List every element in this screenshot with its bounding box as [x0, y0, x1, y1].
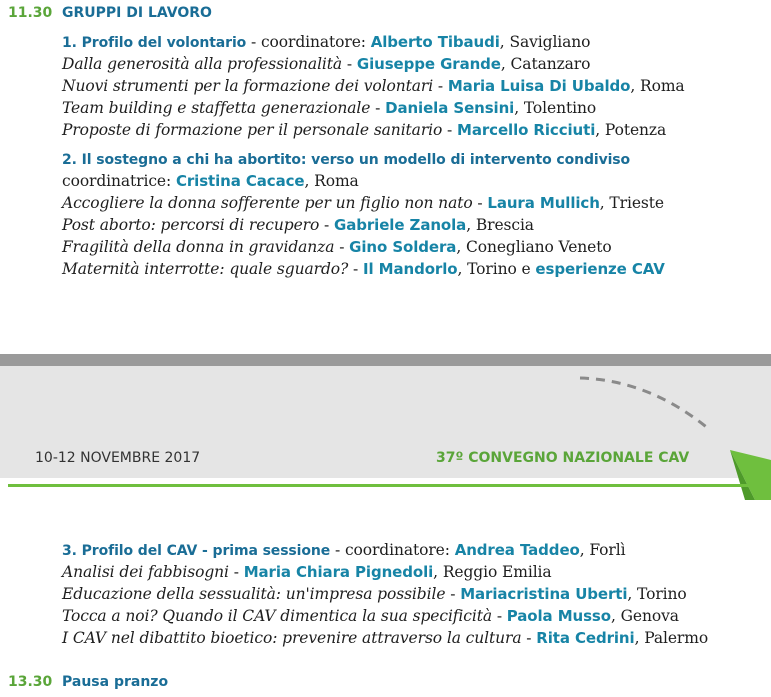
event-title: 37º CONVEGNO NAZIONALE CAV: [436, 450, 690, 466]
talk-line: [62, 99, 596, 117]
talk-title: Tocca a noi? Quando il CAV dimentica la sua specificità: [62, 607, 492, 625]
talk-line: [62, 629, 708, 647]
speaker-name: Il Mandorlo: [363, 260, 458, 278]
session-time: 11.30: [8, 5, 53, 21]
separator: -: [370, 99, 386, 117]
talk-line: [62, 260, 665, 278]
coordinator-city: , Roma: [304, 172, 359, 190]
talk-line: [62, 194, 664, 212]
group-heading-line: [62, 541, 625, 559]
talk-title: Accogliere la donna sofferente per un figlio non nato: [62, 194, 473, 212]
separator: -: [445, 585, 461, 603]
speaker-city: , Reggio Emilia: [433, 563, 552, 581]
talk-title: Proposte di formazione per il personale sanitario: [62, 121, 443, 139]
talk-title: I CAV nel dibattito bioetico: prevenire attraverso la cultura: [62, 629, 522, 647]
coordinator-line: [62, 172, 359, 190]
coordinator-role: - coordinatore:: [246, 33, 371, 51]
group-heading-line: [62, 150, 630, 168]
event-date: 10-12 NOVEMBRE 2017: [35, 450, 201, 466]
speaker-name: Marcello Ricciuti: [457, 121, 596, 139]
speaker-city: , Trieste: [599, 194, 664, 212]
group-heading: 3. Profilo del CAV - prima sessione: [62, 543, 331, 559]
session-title: Pausa pranzo: [62, 674, 169, 690]
coordinator-city: , Savigliano: [499, 33, 591, 51]
talk-line: [62, 563, 552, 581]
speaker-name: Mariacristina Uberti: [460, 585, 628, 603]
coordinator-name: Alberto Tibaudi: [370, 33, 500, 51]
speaker-city: , Potenza: [595, 121, 667, 139]
separator: -: [228, 563, 244, 581]
session-time: 13.30: [8, 674, 53, 690]
speaker-name: Gabriele Zanola: [334, 216, 467, 234]
separator: -: [342, 55, 357, 73]
speaker-name: Paola Musso: [506, 607, 611, 625]
speaker-name: Rita Cedrini: [536, 629, 635, 647]
talk-title: Nuovi strumenti per la formazione dei volontari: [62, 77, 434, 95]
speaker-name: esperienze CAV: [535, 260, 665, 278]
talk-line: [62, 55, 590, 73]
session-title: GRUPPI DI LAVORO: [62, 5, 212, 21]
footer-rule: [8, 484, 748, 487]
speaker-name: Laura Mullich: [487, 194, 600, 212]
separator: -: [472, 194, 488, 212]
talk-line: [62, 216, 534, 234]
coordinator-name: Cristina Cacace: [175, 172, 305, 190]
separator: -: [348, 260, 364, 278]
talk-title: Dalla generosità alla professionalità: [62, 55, 343, 73]
talk-title: Maternità interrotte: quale sguardo?: [62, 260, 349, 278]
paper-boat-icon: [560, 360, 771, 500]
separator: -: [492, 607, 507, 625]
speaker-city: , Conegliano Veneto: [456, 238, 612, 256]
speaker-name: Gino Soldera: [349, 238, 457, 256]
speaker-name: Giuseppe Grande: [356, 55, 501, 73]
group-heading: 1. Profilo del volontario: [62, 35, 247, 51]
talk-title: Fragilità della donna in gravidanza: [62, 238, 335, 256]
coordinator-city: , Forlì: [579, 541, 626, 559]
speaker-city: , Palermo: [634, 629, 709, 647]
speaker-name: Maria Chiara Pignedoli: [243, 563, 434, 581]
talk-line: [62, 77, 685, 95]
talk-line: [62, 607, 679, 625]
speaker-name: Daniela Sensini: [385, 99, 515, 117]
separator: -: [442, 121, 458, 139]
speaker-city: , Brescia: [466, 216, 534, 234]
talk-title: Post aborto: percorsi di recupero: [62, 216, 320, 234]
talk-line: [62, 238, 612, 256]
talk-title: Team building e staffetta generazionale: [62, 99, 371, 117]
coordinator-role: coordinatrice:: [62, 172, 176, 190]
group-heading: 2. Il sostegno a chi ha abortito: verso un modello di intervento condiviso: [62, 152, 631, 168]
talk-line: [62, 121, 666, 139]
group-heading-line: [62, 33, 590, 51]
speaker-city: , Genova: [610, 607, 679, 625]
talk-title: Educazione della sessualità: un'impresa possibile: [62, 585, 446, 603]
coordinator-role: - coordinatore:: [330, 541, 455, 559]
speaker-city: , Roma: [630, 77, 685, 95]
separator: -: [433, 77, 448, 95]
talk-title: Analisi dei fabbisogni: [62, 563, 229, 581]
speaker-city: , Torino e: [457, 260, 536, 278]
separator: -: [521, 629, 537, 647]
speaker-city: , Catanzaro: [500, 55, 591, 73]
talk-line: [62, 585, 687, 603]
separator: -: [334, 238, 350, 256]
speaker-name: Maria Luisa Di Ubaldo: [447, 77, 631, 95]
speaker-city: , Tolentino: [514, 99, 597, 117]
speaker-city: , Torino: [627, 585, 687, 603]
separator: -: [319, 216, 335, 234]
coordinator-name: Andrea Taddeo: [454, 541, 580, 559]
